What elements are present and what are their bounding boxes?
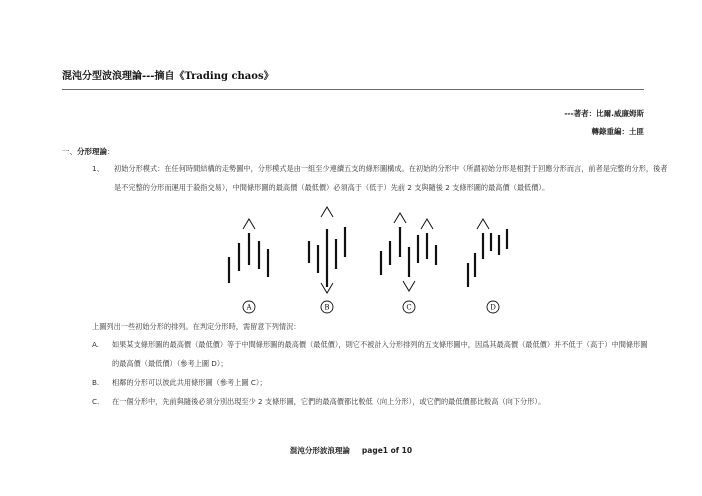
- title-book-name: Trading chaos: [184, 71, 264, 82]
- list-item: [92, 393, 652, 412]
- document-title: [62, 67, 274, 82]
- figure-labels: [243, 301, 499, 313]
- fractal-pattern-c: [381, 227, 436, 277]
- author-line: ---著者：比爾.威廉姆斯: [564, 109, 644, 118]
- up-fractal-arrow-icon: [243, 219, 255, 229]
- fractal-pattern-b: [309, 227, 345, 287]
- figure-label-d: D: [490, 303, 496, 312]
- section-marker: 一、: [62, 147, 77, 156]
- list-marker: C.: [92, 397, 100, 406]
- list-text: 如果某支條形圖的最高價（最低價）等于中間條形圖的最高價（最低價），則它不被計入分形排列的五支條形圖中，因爲其最高價（最低價）并不低于（高于）中間條形圖的最高價（最低價）（參考上圖 D）；: [112, 340, 648, 368]
- up-fractal-arrow-icon: [477, 219, 489, 229]
- list-marker: A.: [92, 340, 100, 349]
- editor-line: 轉錄重編：土匪: [591, 127, 644, 136]
- list-item: [92, 336, 652, 373]
- footer-title: 混沌分形波浪理論: [289, 446, 350, 455]
- title-close-bracket: 》: [263, 71, 274, 82]
- page-footer: [0, 445, 702, 456]
- figure-label-a: A: [246, 303, 252, 312]
- section-title: 分形理論: [77, 147, 107, 156]
- figure-label-b: B: [324, 303, 330, 312]
- down-fractal-arrow-icon: [403, 281, 415, 291]
- paragraph-initial-fractal: [92, 160, 674, 197]
- title-text: 混沌分型波浪理論---摘自《: [62, 71, 185, 82]
- figure-caption-text: 上圖列出一些初始分形的排列。在判定分形時，需留意下列情況：: [92, 322, 301, 331]
- paragraph-index: 1、: [92, 164, 104, 173]
- list-text: 相鄰的分形可以彼此共用條形圖（參考上圖 C）；: [112, 378, 267, 387]
- page-number: page1 of 10: [361, 446, 413, 455]
- list-item: [92, 374, 652, 393]
- up-fractal-arrow-icon: [321, 207, 333, 217]
- fractal-pattern-a: [229, 233, 268, 283]
- fractal-figure: [210, 205, 510, 317]
- paragraph-text: 初始分形模式：在任何時間結構的走勢圖中，分形模式是由一組至少連續五支的條形圖構成。在初始的分形中（所謂初始分形是相對于回應分形而言，前者是完整的分形，後者是不完整的分形而運用于殺指交易），中間條形圖的最高價（最低價）必須高于（低于）先前 2 支與隨後 2 支條形圖的最高價（最低價）。: [114, 164, 668, 192]
- fractal-pattern-d: [468, 229, 507, 287]
- list-marker: B.: [92, 378, 100, 387]
- list-text: 在一個分形中，先前與隨後必須分別出現至少 2 支條形圖，它們的最高價都比較低（向上分形），或它們的最低價都比較高（向下分形）。: [112, 397, 546, 406]
- up-fractal-arrow-icon: [394, 213, 406, 223]
- section-heading: [62, 146, 115, 157]
- figure-label-c: C: [406, 303, 412, 312]
- section-colon: ：: [107, 147, 115, 156]
- header-rule: [62, 89, 644, 90]
- up-fractal-arrow-icon: [421, 219, 433, 229]
